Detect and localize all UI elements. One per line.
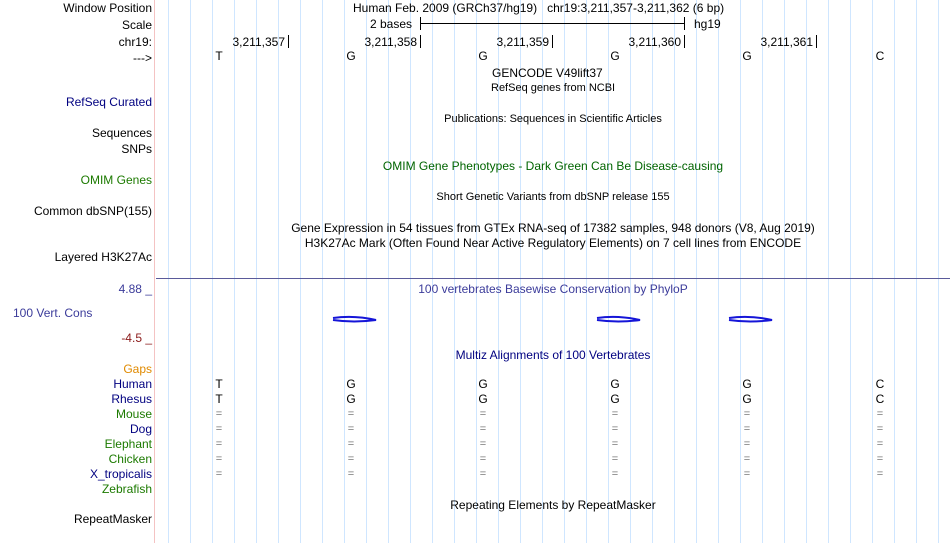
repeatmasker-track-title[interactable]: Repeating Elements by RepeatMasker bbox=[450, 498, 656, 512]
alignment-base: = bbox=[215, 453, 223, 465]
alignment-base: = bbox=[876, 468, 884, 480]
alignment-base: T bbox=[215, 392, 223, 406]
h3k27ac-track-title[interactable]: H3K27Ac Mark (Often Found Near Active Regulatory Elements) on 7 cell lines from ENCODE bbox=[304, 236, 802, 250]
alignment-base: = bbox=[743, 423, 751, 435]
alignment-base: = bbox=[611, 408, 619, 420]
multiz-track-title[interactable]: Multiz Alignments of 100 Vertebrates bbox=[455, 348, 651, 362]
base-letter: G bbox=[478, 49, 488, 63]
omim-track-title[interactable]: OMIM Gene Phenotypes - Dark Green Can Be Disease-causing bbox=[382, 159, 724, 173]
alignment-base: = bbox=[479, 468, 487, 480]
alignment-base: G bbox=[346, 377, 356, 391]
alignment-base: = bbox=[876, 438, 884, 450]
alignment-base: C bbox=[875, 392, 885, 406]
window-position-label: Window Position bbox=[63, 1, 152, 15]
position-tick-label: 3,211,357 bbox=[232, 35, 285, 49]
alignment-base: G bbox=[742, 392, 752, 406]
species-label[interactable]: Elephant bbox=[104, 437, 152, 451]
alignment-base: = bbox=[876, 423, 884, 435]
conservation-max-label: 4.88 _ bbox=[118, 282, 152, 296]
conservation-mark-3 bbox=[729, 317, 772, 322]
base-letter: T bbox=[215, 49, 223, 63]
phylop-track-title[interactable]: 100 vertebrates Basewise Conservation by PhyloP bbox=[418, 282, 688, 296]
alignment-base: = bbox=[743, 438, 751, 450]
position-tick-label: 3,211,361 bbox=[760, 35, 813, 49]
gtex-track-title[interactable]: Gene Expression in 54 tissues from GTEx RNA-seq of 17382 samples, 948 donors (V8, Aug 2019) bbox=[291, 221, 815, 235]
alignment-base: = bbox=[479, 453, 487, 465]
base-letter: G bbox=[742, 49, 752, 63]
alignment-base: = bbox=[611, 453, 619, 465]
alignment-base: = bbox=[347, 438, 355, 450]
position-tick-label: 3,211,359 bbox=[496, 35, 549, 49]
window-position-value: Human Feb. 2009 (GRCh37/hg19) chr19:3,211,357-3,211,362 (6 bp) bbox=[353, 1, 725, 15]
alignment-base: G bbox=[610, 392, 620, 406]
omim-genes-label[interactable]: OMIM Genes bbox=[80, 173, 152, 187]
species-label[interactable]: Zebrafish bbox=[101, 482, 152, 496]
alignment-base: = bbox=[479, 438, 487, 450]
gaps-label[interactable]: Gaps bbox=[123, 362, 152, 376]
chrom-label: chr19: bbox=[118, 35, 152, 49]
publications-track-title[interactable]: Publications: Sequences in Scientific Articles bbox=[444, 113, 662, 125]
alignment-base: G bbox=[610, 377, 620, 391]
common-dbsnp-label[interactable]: Common dbSNP(155) bbox=[33, 204, 152, 218]
repeatmasker-label[interactable]: RepeatMasker bbox=[73, 512, 152, 526]
alignment-base: = bbox=[479, 423, 487, 435]
position-tick-label: 3,211,358 bbox=[364, 35, 417, 49]
species-label[interactable]: Dog bbox=[129, 422, 152, 436]
sequences-label[interactable]: Sequences bbox=[91, 126, 152, 140]
alignment-base: = bbox=[743, 468, 751, 480]
base-letter: G bbox=[610, 49, 620, 63]
refseq-curated-label[interactable]: RefSeq Curated bbox=[65, 95, 152, 109]
alignment-base: = bbox=[479, 408, 487, 420]
alignment-base: G bbox=[742, 377, 752, 391]
base-letter: C bbox=[875, 49, 885, 63]
species-label[interactable]: X_tropicalis bbox=[89, 467, 152, 481]
alignment-base: G bbox=[478, 377, 488, 391]
vert-cons-label[interactable]: 100 Vert. Cons bbox=[13, 306, 93, 320]
strand-label: ---> bbox=[133, 51, 152, 65]
species-label[interactable]: Mouse bbox=[115, 407, 152, 421]
scale-assembly-text: hg19 bbox=[694, 17, 721, 31]
conservation-mark-1 bbox=[333, 317, 376, 322]
alignment-base: = bbox=[611, 468, 619, 480]
layered-h3k27ac-label[interactable]: Layered H3K27Ac bbox=[54, 250, 152, 264]
alignment-base: = bbox=[215, 408, 223, 420]
refseq-track-subtitle[interactable]: RefSeq genes from NCBI bbox=[491, 82, 616, 94]
alignment-base: = bbox=[347, 453, 355, 465]
alignment-base: = bbox=[347, 408, 355, 420]
alignment-base: = bbox=[876, 408, 884, 420]
alignment-base: = bbox=[611, 423, 619, 435]
alignment-base: T bbox=[215, 377, 223, 391]
alignment-base: = bbox=[215, 468, 223, 480]
alignment-base: = bbox=[611, 438, 619, 450]
alignment-base: = bbox=[743, 453, 751, 465]
position-tick-label: 3,211,360 bbox=[628, 35, 681, 49]
conservation-mark-2 bbox=[597, 317, 640, 322]
scale-size-text: 2 bases bbox=[370, 17, 413, 31]
species-label[interactable]: Rhesus bbox=[111, 392, 152, 406]
alignment-base: G bbox=[478, 392, 488, 406]
conservation-min-label: -4.5 _ bbox=[121, 331, 152, 345]
dbsnp-track-title[interactable]: Short Genetic Variants from dbSNP release 155 bbox=[436, 191, 670, 203]
alignment-base: G bbox=[346, 392, 356, 406]
alignment-base: = bbox=[215, 423, 223, 435]
alignment-base: = bbox=[347, 423, 355, 435]
alignment-base: C bbox=[875, 377, 885, 391]
scale-label: Scale bbox=[121, 18, 152, 32]
base-letter: G bbox=[346, 49, 356, 63]
alignment-base: = bbox=[215, 438, 223, 450]
alignment-base: = bbox=[876, 453, 884, 465]
snps-label[interactable]: SNPs bbox=[121, 142, 152, 156]
alignment-base: = bbox=[743, 408, 751, 420]
species-label[interactable]: Human bbox=[113, 377, 152, 391]
species-label[interactable]: Chicken bbox=[108, 452, 152, 466]
gencode-track-title[interactable]: GENCODE V49lift37 bbox=[492, 66, 603, 80]
alignment-base: = bbox=[347, 468, 355, 480]
